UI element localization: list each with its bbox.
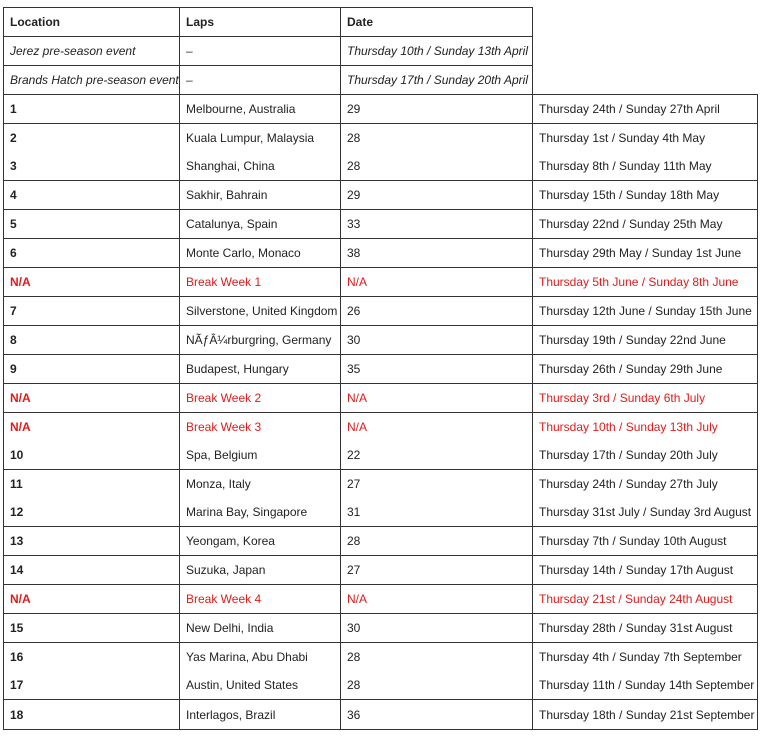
round-number: 8 (4, 326, 180, 355)
round-date: Thursday 5th June / Sunday 8th June (533, 268, 758, 297)
header-location: Location (4, 8, 180, 37)
round-number: 4 (4, 181, 180, 210)
preseason-date: Thursday 10th / Sunday 13th April (341, 37, 533, 66)
round-date: Thursday 18th / Sunday 21st September (533, 700, 758, 730)
round-location: Marina Bay, Singapore (180, 498, 341, 527)
round-laps: 30 (341, 326, 533, 355)
round-date: Thursday 22nd / Sunday 25th May (533, 210, 758, 239)
round-date: Thursday 28th / Sunday 31st August (533, 614, 758, 643)
round-row (4, 239, 758, 268)
round-laps: 28 (341, 527, 533, 556)
break-week-row (4, 384, 758, 413)
header-row (4, 8, 758, 37)
round-location: Yeongam, Korea (180, 527, 341, 556)
round-location: Monza, Italy (180, 470, 341, 499)
round-row (4, 700, 758, 730)
round-date: Thursday 24th / Sunday 27th July (533, 470, 758, 499)
round-number: N/A (4, 384, 180, 413)
round-location: Break Week 2 (180, 384, 341, 413)
round-laps: N/A (341, 384, 533, 413)
round-row (4, 355, 758, 384)
preseason-empty-cell (533, 37, 758, 66)
round-number: 2 (4, 124, 180, 153)
round-number: 18 (4, 700, 180, 730)
round-laps: 26 (341, 297, 533, 326)
round-laps: 29 (341, 181, 533, 210)
preseason-empty-cell (533, 66, 758, 95)
round-row (4, 671, 758, 700)
round-location: Monte Carlo, Monaco (180, 239, 341, 268)
round-date: Thursday 15th / Sunday 18th May (533, 181, 758, 210)
preseason-laps: – (180, 37, 341, 66)
break-week-row (4, 268, 758, 297)
round-location: Kuala Lumpur, Malaysia (180, 124, 341, 153)
round-date: Thursday 4th / Sunday 7th September (533, 643, 758, 672)
round-date: Thursday 31st July / Sunday 3rd August (533, 498, 758, 527)
round-number: 3 (4, 152, 180, 181)
round-number: 15 (4, 614, 180, 643)
round-number: 14 (4, 556, 180, 585)
round-laps: 28 (341, 124, 533, 153)
round-laps: 38 (341, 239, 533, 268)
preseason-laps: – (180, 66, 341, 95)
round-number: N/A (4, 413, 180, 442)
round-location: Break Week 4 (180, 585, 341, 614)
round-location: NÃƒÂ¼rburgring, Germany (180, 326, 341, 355)
round-location: Silverstone, United Kingdom (180, 297, 341, 326)
break-week-row (4, 585, 758, 614)
round-date: Thursday 19th / Sunday 22nd June (533, 326, 758, 355)
preseason-name: Jerez pre-season event (4, 37, 180, 66)
round-row (4, 181, 758, 210)
round-number: 16 (4, 643, 180, 672)
round-laps: 33 (341, 210, 533, 239)
round-number: 6 (4, 239, 180, 268)
round-row (4, 95, 758, 124)
round-row (4, 614, 758, 643)
round-date: Thursday 7th / Sunday 10th August (533, 527, 758, 556)
round-date: Thursday 24th / Sunday 27th April (533, 95, 758, 124)
round-number: 7 (4, 297, 180, 326)
round-laps: 35 (341, 355, 533, 384)
header-laps: Laps (180, 8, 341, 37)
round-laps: 31 (341, 498, 533, 527)
round-number: 9 (4, 355, 180, 384)
round-laps: N/A (341, 585, 533, 614)
round-location: Melbourne, Australia (180, 95, 341, 124)
round-location: Budapest, Hungary (180, 355, 341, 384)
round-laps: 28 (341, 643, 533, 672)
round-date: Thursday 29th May / Sunday 1st June (533, 239, 758, 268)
round-date: Thursday 1st / Sunday 4th May (533, 124, 758, 153)
break-week-row (4, 413, 758, 442)
header-empty-cell (533, 8, 758, 37)
schedule-body (4, 8, 758, 730)
header-date: Date (341, 8, 533, 37)
round-row (4, 470, 758, 499)
round-location: Spa, Belgium (180, 441, 341, 470)
round-laps: N/A (341, 413, 533, 442)
round-location: Austin, United States (180, 671, 341, 700)
round-number: 11 (4, 470, 180, 499)
round-laps: 27 (341, 470, 533, 499)
round-date: Thursday 12th June / Sunday 15th June (533, 297, 758, 326)
round-date: Thursday 26th / Sunday 29th June (533, 355, 758, 384)
round-laps: 22 (341, 441, 533, 470)
round-location: Interlagos, Brazil (180, 700, 341, 730)
preseason-row (4, 66, 758, 95)
preseason-row (4, 37, 758, 66)
round-row (4, 124, 758, 153)
round-laps: 28 (341, 671, 533, 700)
round-row (4, 498, 758, 527)
round-number: N/A (4, 268, 180, 297)
round-date: Thursday 21st / Sunday 24th August (533, 585, 758, 614)
round-date: Thursday 17th / Sunday 20th July (533, 441, 758, 470)
round-row (4, 297, 758, 326)
round-date: Thursday 14th / Sunday 17th August (533, 556, 758, 585)
round-row (4, 326, 758, 355)
round-date: Thursday 3rd / Sunday 6th July (533, 384, 758, 413)
round-location: Shanghai, China (180, 152, 341, 181)
round-location: Break Week 3 (180, 413, 341, 442)
round-number: 5 (4, 210, 180, 239)
preseason-date: Thursday 17th / Sunday 20th April (341, 66, 533, 95)
round-row (4, 152, 758, 181)
round-row (4, 643, 758, 672)
round-date: Thursday 11th / Sunday 14th September (533, 671, 758, 700)
round-location: Sakhir, Bahrain (180, 181, 341, 210)
round-location: Yas Marina, Abu Dhabi (180, 643, 341, 672)
round-number: N/A (4, 585, 180, 614)
round-row (4, 210, 758, 239)
round-number: 12 (4, 498, 180, 527)
round-laps: 30 (341, 614, 533, 643)
round-location: Catalunya, Spain (180, 210, 341, 239)
schedule-table (3, 7, 758, 730)
round-row (4, 441, 758, 470)
round-laps: 36 (341, 700, 533, 730)
preseason-name: Brands Hatch pre-season event (4, 66, 180, 95)
round-laps: 29 (341, 95, 533, 124)
round-laps: N/A (341, 268, 533, 297)
round-number: 13 (4, 527, 180, 556)
round-row (4, 556, 758, 585)
round-location: New Delhi, India (180, 614, 341, 643)
round-number: 10 (4, 441, 180, 470)
round-row (4, 527, 758, 556)
round-date: Thursday 8th / Sunday 11th May (533, 152, 758, 181)
round-date: Thursday 10th / Sunday 13th July (533, 413, 758, 442)
round-location: Suzuka, Japan (180, 556, 341, 585)
round-location: Break Week 1 (180, 268, 341, 297)
round-laps: 28 (341, 152, 533, 181)
round-number: 17 (4, 671, 180, 700)
round-laps: 27 (341, 556, 533, 585)
round-number: 1 (4, 95, 180, 124)
